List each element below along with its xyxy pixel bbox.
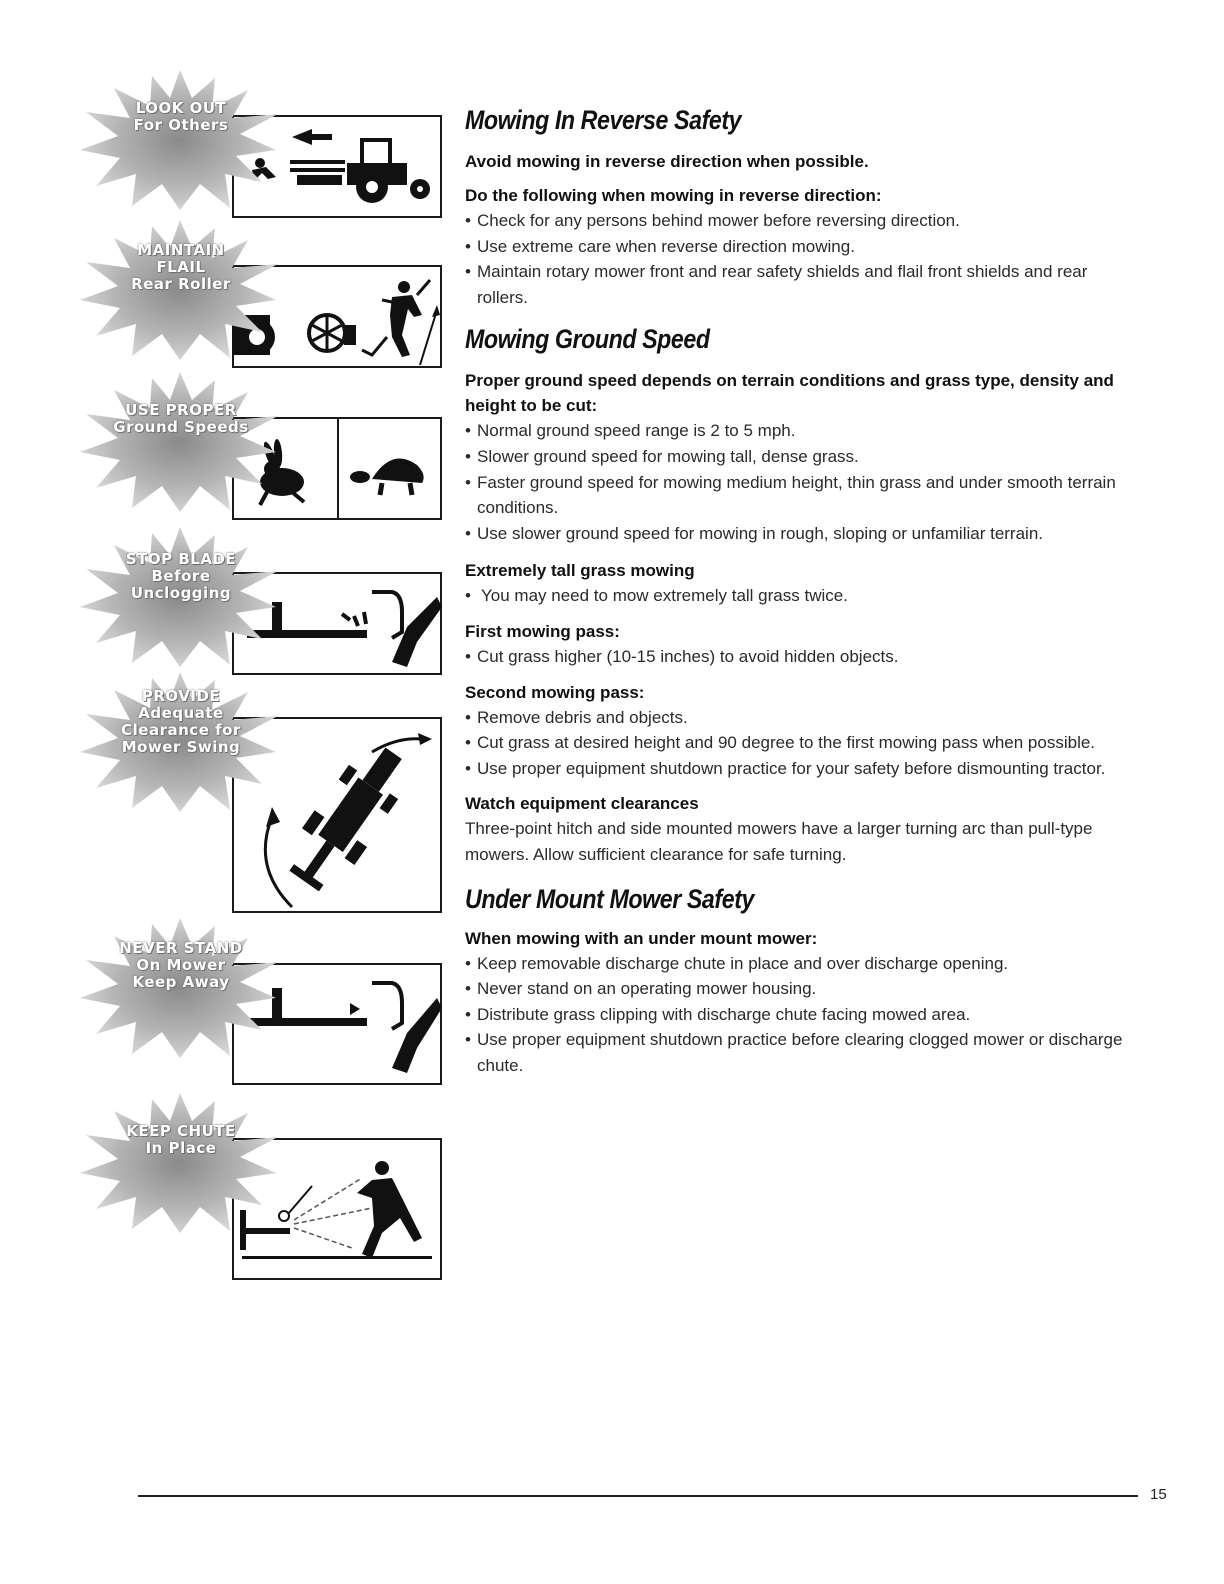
list-item: • Use extreme care when reverse direction mowing. [465,234,1125,260]
safety-sign-maintain-flail [80,220,444,370]
reverse-bullets [465,208,1125,310]
warning-starburst [80,672,280,812]
section-title-speed: Mowing Ground Speed [465,324,710,355]
list-item: • Slower ground speed for mowing tall, dense grass. [465,444,1125,470]
sign-label: STOP BLADE Before Unclogging [125,550,237,602]
warning-starburst [80,918,280,1058]
clearances-text: Three-point hitch and side mounted mowers have a larger turning arc than pull-type mowers. Allow sufficient clearance for safe turning. [465,819,1093,864]
safety-sign-ground-speeds [80,372,444,522]
list-item: • Keep removable discharge chute in place and over discharge opening. [465,951,1125,977]
first-pass-bullets [465,644,1125,670]
second-pass-bullets [465,705,1125,782]
under-mount-subheading: When mowing with an under mount mower: [465,928,818,948]
tall-grass-bullets [465,583,1125,609]
sign-label: MAINTAIN FLAIL Rear Roller [131,241,231,293]
page-number: 15 [1150,1486,1167,1503]
list-item: • Maintain rotary mower front and rear safety shields and flail front shields and rear rollers. [465,259,1125,310]
safety-sign-stop-blade [80,527,444,677]
section-title-reverse: Mowing In Reverse Safety [465,105,742,135]
tall-grass-heading: Extremely tall grass mowing [465,561,695,581]
list-item: • Use proper equipment shutdown practice before clearing clogged mower or discharge chute. [465,1027,1125,1078]
list-item: • Remove debris and objects. [465,705,1125,731]
warning-starburst [80,527,280,667]
second-pass-heading: Second mowing pass: [465,682,645,702]
speed-subheading: Proper ground speed depends on terrain conditions and grass type, density and height to be cut: [465,371,1114,416]
list-item: • Normal ground speed range is 2 to 5 mph. [465,418,1125,444]
list-item: • Use slower ground speed for mowing in rough, sloping or unfamiliar terrain. [465,521,1125,547]
warning-starburst [80,70,280,210]
safety-sign-never-stand [80,918,444,1088]
warning-starburst [80,1093,280,1233]
reverse-subheading: Do the following when mowing in reverse direction: [465,186,882,205]
safety-sign-keep-chute [80,1093,444,1283]
list-item: • You may need to mow extremely tall grass twice. [465,583,1125,609]
warning-starburst [80,220,280,360]
main-content [465,103,1125,1078]
first-pass-heading: First mowing pass: [465,621,620,641]
safety-sign-look-out [80,70,444,220]
clearances-heading: Watch equipment clearances [465,794,699,814]
sign-label: NEVER STAND On Mower Keep Away [119,939,243,991]
sign-label: USE PROPER Ground Speeds [113,401,249,436]
under-mount-bullets [465,951,1125,1079]
sign-label: KEEP CHUTE In Place [126,1122,236,1157]
list-item: • Faster ground speed for mowing medium height, thin grass and under smooth terrain conditions. [465,470,1125,521]
sign-label: PROVIDE Adequate Clearance for Mower Swing [121,687,241,756]
list-item: • Cut grass at desired height and 90 degree to the first mowing pass when possible. [465,730,1125,756]
list-item: • Distribute grass clipping with discharge chute facing mowed area. [465,1002,1125,1028]
footer-rule [138,1495,1138,1497]
list-item: • Never stand on an operating mower housing. [465,976,1125,1002]
list-item: • Use proper equipment shutdown practice for your safety before dismounting tractor. [465,756,1125,782]
speed-bullets [465,418,1125,546]
section-title-under-mount: Under Mount Mower Safety [465,883,754,914]
sign-label: LOOK OUT For Others [133,99,229,134]
list-item: • Check for any persons behind mower before reversing direction. [465,208,1125,234]
list-item: • Cut grass higher (10-15 inches) to avoid hidden objects. [465,644,1125,670]
warning-starburst [80,372,280,512]
reverse-intro: Avoid mowing in reverse direction when possible. [465,152,869,171]
safety-sign-provide-clearance [80,672,444,917]
